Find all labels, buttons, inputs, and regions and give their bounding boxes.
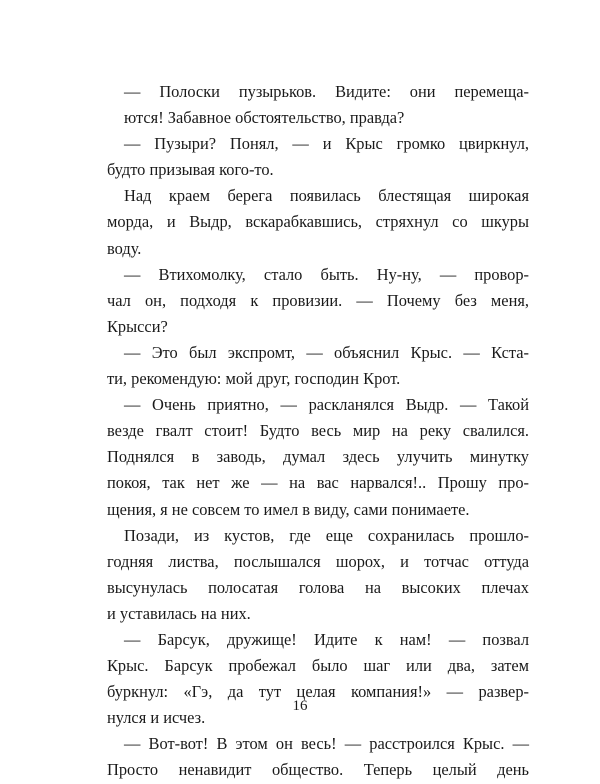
page-body-text	[107, 79, 529, 784]
text-line: воду.	[107, 238, 142, 258]
text-line: везде гвалт стоит! Будто весь мир на реку свалился.	[107, 421, 529, 441]
page-number: 16	[292, 698, 308, 714]
text-line: Над краем берега появилась блестящая широкая	[124, 186, 529, 206]
text-line: — Полоски пузырьков. Видите: они перемеща-	[124, 82, 529, 101]
text-line: — Барсук, дружище! Идите к нам! — позвал	[124, 629, 529, 649]
text-line: Крыс. Барсук пробежал было шаг или два, затем	[107, 656, 529, 676]
text-line: Поднялся в заводь, думал здесь улучить минутку	[107, 447, 529, 467]
text-line: щения, я не совсем то имел в виду, сами понимаете.	[107, 499, 470, 519]
text-line: чал он, подходя к провизии. — Почему без меня,	[107, 290, 529, 310]
text-line: Просто ненавидит общество. Теперь целый день	[107, 760, 529, 780]
text-line: — Очень приятно, — раскланялся Выдр. — Такой	[124, 395, 529, 415]
text-line: морда, и Выдр, вскарабкавшись, стряхнул со шкуры	[107, 212, 529, 232]
text-line: годняя листва, послышался шорох, и тотчас оттуда	[107, 551, 529, 571]
text-line: — Вот-вот! В этом он весь! — расстроился Крыс. —	[124, 734, 529, 754]
text-line: Позади, из кустов, где еще сохранилась прошло-	[124, 525, 529, 545]
text-line: буркнул: «Гэ, да тут целая компания!» — развер-	[107, 682, 529, 702]
text-line: — Втихомолку, стало быть. Ну-ну, — провор-	[124, 264, 529, 284]
text-line: Крысси?	[107, 316, 168, 336]
text-line: — Пузыри? Понял, — и Крыс громко цвиркнул,	[124, 134, 529, 154]
text-line: и уставилась на них.	[107, 603, 251, 623]
text-line: будто призывая кого-то.	[107, 160, 274, 180]
text-line: высунулась полосатая голова на высоких плечах	[107, 577, 529, 597]
text-line: — Это был экспромт, — объяснил Крыс. — Кста-	[124, 342, 529, 362]
text-line: ти, рекомендую: мой друг, господин Крот.	[107, 369, 401, 389]
text-line: ются! Забавное обстоятельство, правда?	[124, 108, 405, 128]
text-line: покоя, так нет же — на вас нарвался!.. Прошу про-	[107, 473, 529, 493]
text-line: нулся и исчез.	[107, 708, 206, 728]
